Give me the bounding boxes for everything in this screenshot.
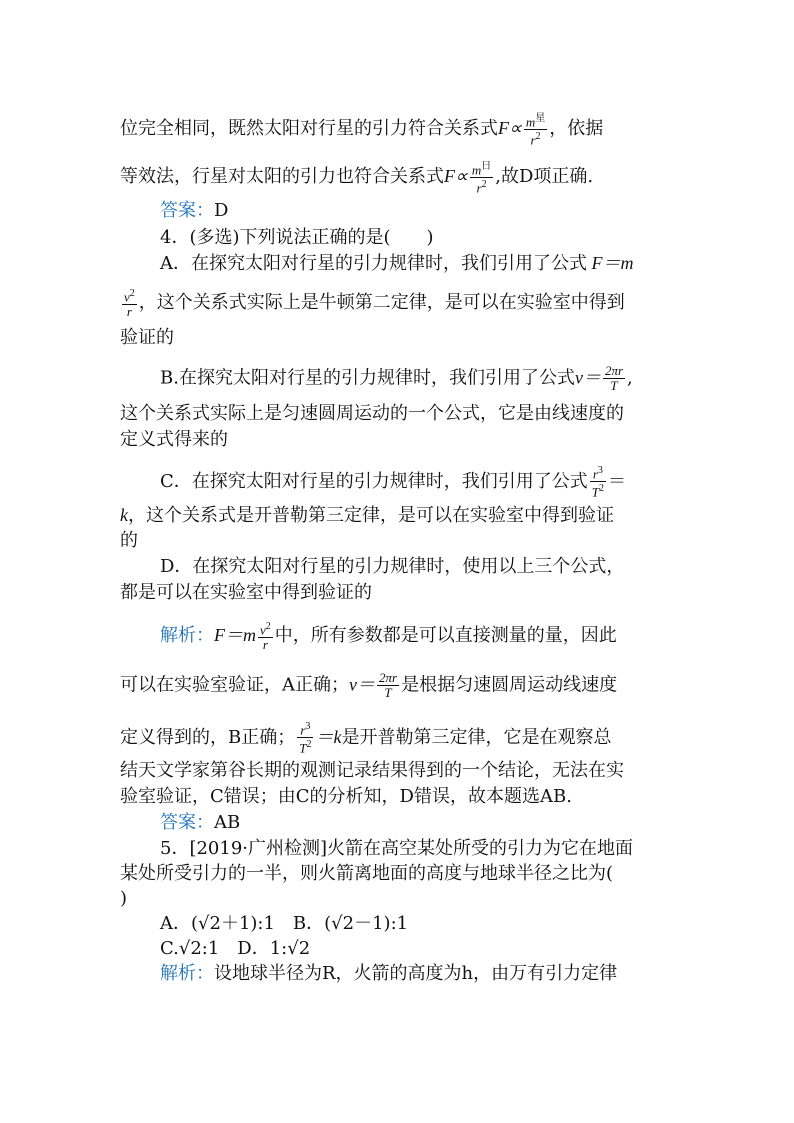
question-5-line-2: 某处所受引力的一半，则火箭离地面的高度与地球半径之比为( xyxy=(120,863,614,884)
formula-2pir-over-t-2: $\frac{2\pi r}{T}$ xyxy=(379,670,398,700)
option-c-line-2: k，这个关系式是开普勒第三定律，是可以在实验室中得到验证 xyxy=(120,505,614,526)
formula-r3-over-t2: $\frac{r^3}{T^2}$ xyxy=(591,465,605,500)
analysis-line-1: 解析：F＝m $\frac{v^2}{r}$ 中，所有参数都是可以直接测量的量，因此 xyxy=(160,621,617,653)
answer-line-1: 答案：D xyxy=(160,200,229,221)
option-b-line-1: B.在探究太阳对行星的引力规律时，我们引用了公式v＝ $\frac{2\pi r}{T}$ , xyxy=(160,363,633,393)
option-c-line-3: 的 xyxy=(120,530,138,551)
option-b-line-3: 定义式得来的 xyxy=(120,429,228,450)
analysis-line-3: 定义得到的，B正确； $\frac{r^3}{T^2}$ ＝k是开普勒第三定律，它是在观察总 xyxy=(120,721,612,756)
question-5-line-1: 5．[2019·广州检测]火箭在高空某处所受的引力为它在地面 xyxy=(160,838,634,859)
text-line-1: 位完全相同，既然太阳对行星的引力符合关系式F∝ $\frac{m^星}{r^2}$ ，依据 xyxy=(120,113,604,148)
formula-f-prop-m-sun: F∝ $\frac{m^日}{r^2}$ xyxy=(444,161,492,196)
analysis-line-5: 验室验证，C错误；由C的分析知，D错误，故本题选AB. xyxy=(120,786,572,807)
formula-2pir-over-t: $\frac{2\pi r}{T}$ xyxy=(604,363,624,393)
analysis-5-line-1: 解析：设地球半径为R，火箭的高度为h，由万有引力定律 xyxy=(160,963,618,984)
option-d-line-2: 都是可以在实验室中得到验证的 xyxy=(120,582,372,603)
options-c-d: C.√2:1 D．1:√2 xyxy=(160,938,311,959)
formula-r3-over-t2-2: $\frac{r^3}{T^2}$ xyxy=(299,721,312,756)
option-a-line-1: A．在探究太阳对行星的引力规律时，我们引用了公式 F＝m xyxy=(160,253,634,274)
question-4: 4．(多选)下列说法正确的是( ) xyxy=(160,227,434,248)
answer-line-2: 答案：AB xyxy=(160,812,241,833)
question-5-line-3: ) xyxy=(120,888,128,909)
option-d-line-1: D．在探究太阳对行星的引力规律时，使用以上三个公式， xyxy=(160,556,625,577)
text-line-2: 等效法，行星对太阳的引力也符合关系式F∝ $\frac{m^日}{r^2}$ ,故D项正确. xyxy=(120,161,594,196)
option-c-line-1: C．在探究太阳对行星的引力规律时，我们引用了公式 $\frac{r^3}{T^2}$ ＝ xyxy=(160,465,627,500)
formula-v2-over-r: $\frac{v^2}{r}$ xyxy=(124,288,135,320)
analysis-line-4: 结天文学家第谷长期的观测记录结果得到的一个结论，无法在实 xyxy=(120,760,624,781)
formula-f-prop-m-star: F∝ $\frac{m^星}{r^2}$ xyxy=(498,113,546,148)
option-a-line-2: $\frac{v^2}{r}$ ，这个关系式实际上是牛顿第二定律，是可以在实验室中得到 xyxy=(124,288,625,320)
formula-v2-over-r-2: $\frac{v^2}{r}$ xyxy=(260,621,271,653)
option-b-line-2: 这个关系式实际上是匀速圆周运动的一个公式，它是由线速度的 xyxy=(120,403,624,424)
options-a-b: A．(√2＋1):1 B．(√2－1):1 xyxy=(160,913,409,934)
option-a-line-3: 验证的 xyxy=(120,327,174,348)
analysis-line-2: 可以在实验室验证，A正确；v＝ $\frac{2\pi r}{T}$ 是根据匀速圆周运动线速度 xyxy=(120,670,618,700)
